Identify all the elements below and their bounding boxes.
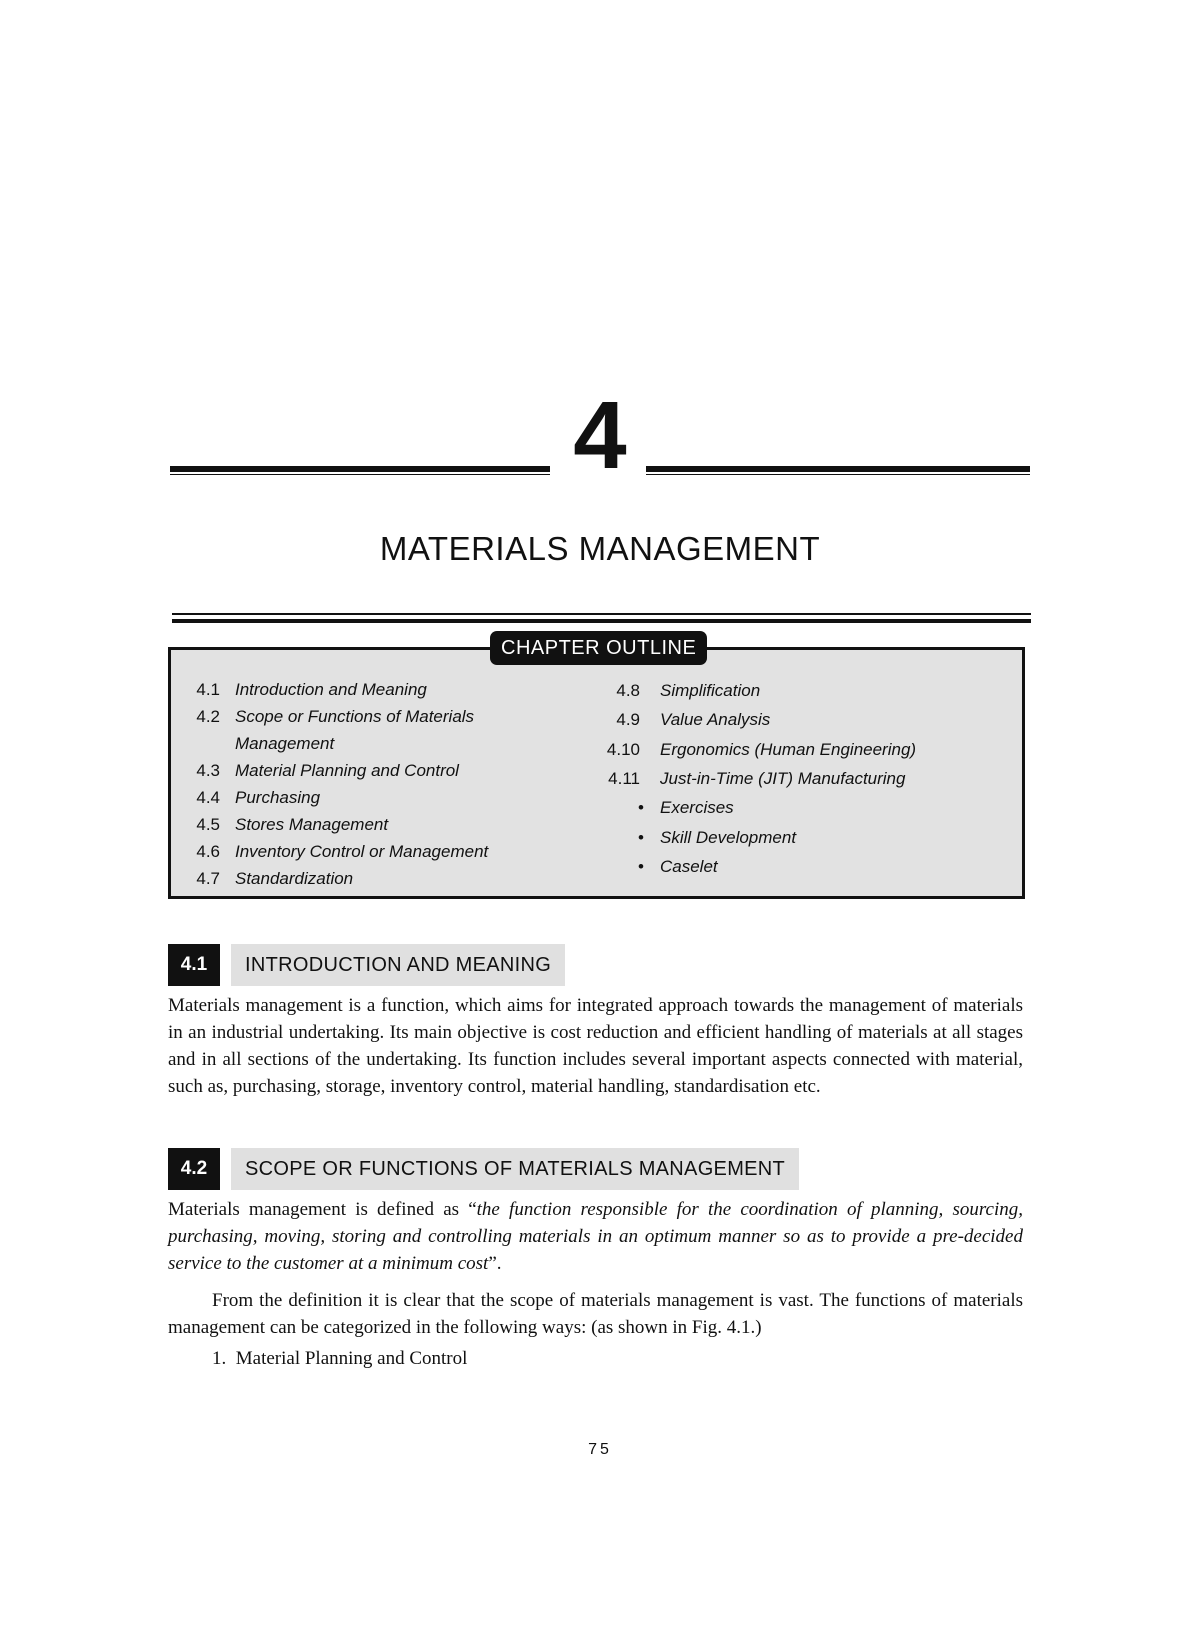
section-4-2-definition: Materials management is defined as “the function responsible for the coordination of planning, sourcing, purchasing, moving, storing and controlling materials in an optimum manner so as to provide a pre-decided service to the customer at a minimum cost”. xyxy=(168,1199,1023,1274)
chapter-outline-label: CHAPTER OUTLINE xyxy=(490,631,707,665)
section-number-4-2: 4.2 xyxy=(168,1148,220,1190)
rule-top-thick xyxy=(172,619,1031,623)
chapter-title: MATERIALS MANAGEMENT xyxy=(379,530,821,567)
rule-top-thin xyxy=(172,613,1031,615)
section-number-4-1: 4.1 xyxy=(168,944,220,986)
chapter-rule-right xyxy=(646,466,1030,472)
section-title-4-2: SCOPE OR FUNCTIONS OF MATERIALS MANAGEMENT xyxy=(231,1148,799,1190)
chapter-number: 4 xyxy=(573,382,627,489)
definition-quote: the function responsible for the coordination of planning, sourcing, purchasing, moving, storing and controlling materials in an optimum manner so as to provide a pre-decided service to the customer at a minimum cost xyxy=(168,1199,1023,1274)
list-item: 1. Material Planning and Control xyxy=(212,1348,468,1369)
page-number: 75 xyxy=(588,1441,612,1458)
section-4-2-paragraph: From the definition it is clear that the scope of materials management is vast. The functions of materials management can be categorized in the following ways: (as shown in Fig. 4.1.) xyxy=(168,1290,1023,1338)
section-title-4-1: INTRODUCTION AND MEANING xyxy=(231,944,565,986)
section-4-1-paragraph: Materials management is a function, which aims for integrated approach towards the management of materials in an industrial undertaking. Its main objective is cost reduction and efficient handling of materials at all stages and in all sections of the undertaking. Its function includes several important aspects connected with material, such as, purchasing, storage, inventory control, material handling, standardisation etc. xyxy=(168,995,1023,1097)
chapter-rule-left xyxy=(170,466,550,472)
